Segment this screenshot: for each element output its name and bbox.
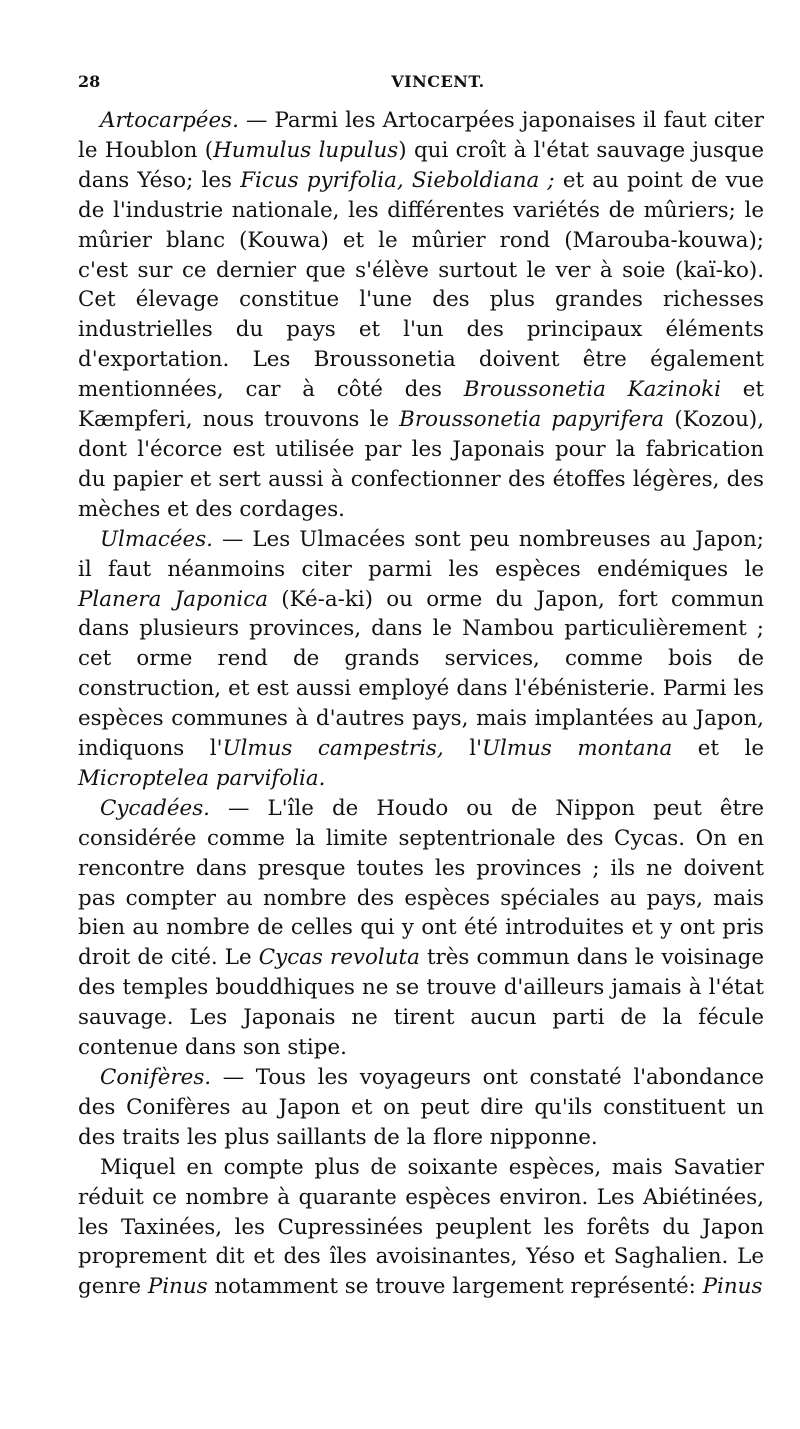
running-head (78, 72, 760, 96)
section-heading-cycadees: Cycadées. (100, 795, 210, 821)
text-segment: — L'île de Houdo ou de Nippon peut être considérée comme la limite septentrionale des Cycas. On en rencontre dans presque toutes les provinces ; ils ne doivent pas compter au nombre des espèces spéciales au pays, mais bien au nombre de celles qui y ont été introduites et y ont pris droit de cité. Le (78, 795, 764, 971)
page-number: 28 (78, 72, 101, 91)
species-name: Cycas revoluta (258, 945, 420, 971)
text-segment: ) qui croît à l'état sauvage jusque dans Yéso; les (78, 137, 764, 193)
body-text (78, 106, 764, 1302)
text-segment: (Kozou), dont l'écorce est utilisée par les Japonais pour la fabrication du papier et sert aussi à confectionner des étoffes légères, des mèches et des cordages. (78, 407, 765, 522)
genus-name: Pinus (147, 1274, 208, 1300)
paragraph-artocarpees (78, 106, 764, 525)
species-name: Microptelea parvifolia. (78, 765, 326, 791)
paragraph-ulmacees (78, 525, 764, 794)
section-heading-ulmacees: Ulmacées. (100, 526, 213, 552)
species-name: Ulmus montana (481, 736, 673, 762)
species-name: Humulus lupulus (213, 137, 399, 163)
text-segment: — Parmi les Artocarpées japonaises il faut citer le Houblon ( (78, 108, 764, 163)
genus-name: Pinus (702, 1274, 763, 1300)
text-segment: — Tous les voyageurs ont constaté l'abondance des Conifères au Japon et on peut dire qu'ils constituent un des traits les plus saillants de la flore nipponne. (78, 1065, 764, 1150)
text-segment: et au point de vue de l'industrie nationale, les différentes variétés de mûriers; le mûrier blanc (Kouwa) et le mûrier rond (Marouba-kouwa); c'est sur ce dernier que s'élève surtout le ver à soie (kaï-ko). Cet élevage constitue l'une des plus grandes richesses industrielles du pays et l'un des principaux éléments d'exportation. Les Broussonetia doivent être également mentionnées, car à côté des (78, 167, 765, 403)
text-segment: très commun dans le voisinage des temples bouddhiques ne se trouve d'ailleurs jamais à l'état sauvage. Les Japonais ne tirent aucun parti de la fécule contenue dans son stipe. (78, 945, 765, 1061)
species-name: Ficus pyrifolia, Sieboldiana ; (240, 167, 555, 193)
text-segment: — Les Ulmacées sont peu nombreuses au Japon; il faut néanmoins citer parmi les espèces endémiques le (78, 526, 764, 582)
species-name: Broussonetia papyrifera (399, 407, 665, 433)
species-name: Broussonetia Kazinoki (463, 377, 721, 403)
text-segment: l' (443, 736, 482, 762)
text-segment: et le (672, 736, 765, 762)
paragraph-coniferes (78, 1063, 764, 1153)
species-name: Planera Japonica (78, 586, 268, 612)
text-segment: notamment se trouve largement représenté: (207, 1274, 703, 1300)
paragraph-cycadees (78, 794, 764, 1063)
species-name: Ulmus campestris, (222, 736, 444, 762)
paragraph-miquel (78, 1153, 764, 1303)
text-segment: Miquel en compte plus de soixante espèces, mais Savatier réduit ce nombre à quarante espèces environ. Les Abiétinées, les Taxinées, les Cupressinées peuplent les forêts du Japon proprement dit et des îles avoisinantes, Yéso et Saghalien. Le genre (78, 1154, 764, 1300)
text-segment: et Kæmpferi, nous trouvons le (78, 377, 764, 433)
section-heading-coniferes: Conifères. (100, 1065, 212, 1090)
text-segment: (Ké-a-ki) ou orme du Japon, fort commun dans plusieurs provinces, dans le Nambou particulièrement ; cet orme rend de grands services, comme bois de construction, et est aussi employé dans l'ébénisterie. Parmi les espèces communes à d'autres pays, mais implantées au Japon, indiquons l' (78, 586, 765, 762)
section-heading-artocarpees: Artocarpées. (100, 108, 239, 133)
running-title: VINCENT. (391, 72, 485, 91)
